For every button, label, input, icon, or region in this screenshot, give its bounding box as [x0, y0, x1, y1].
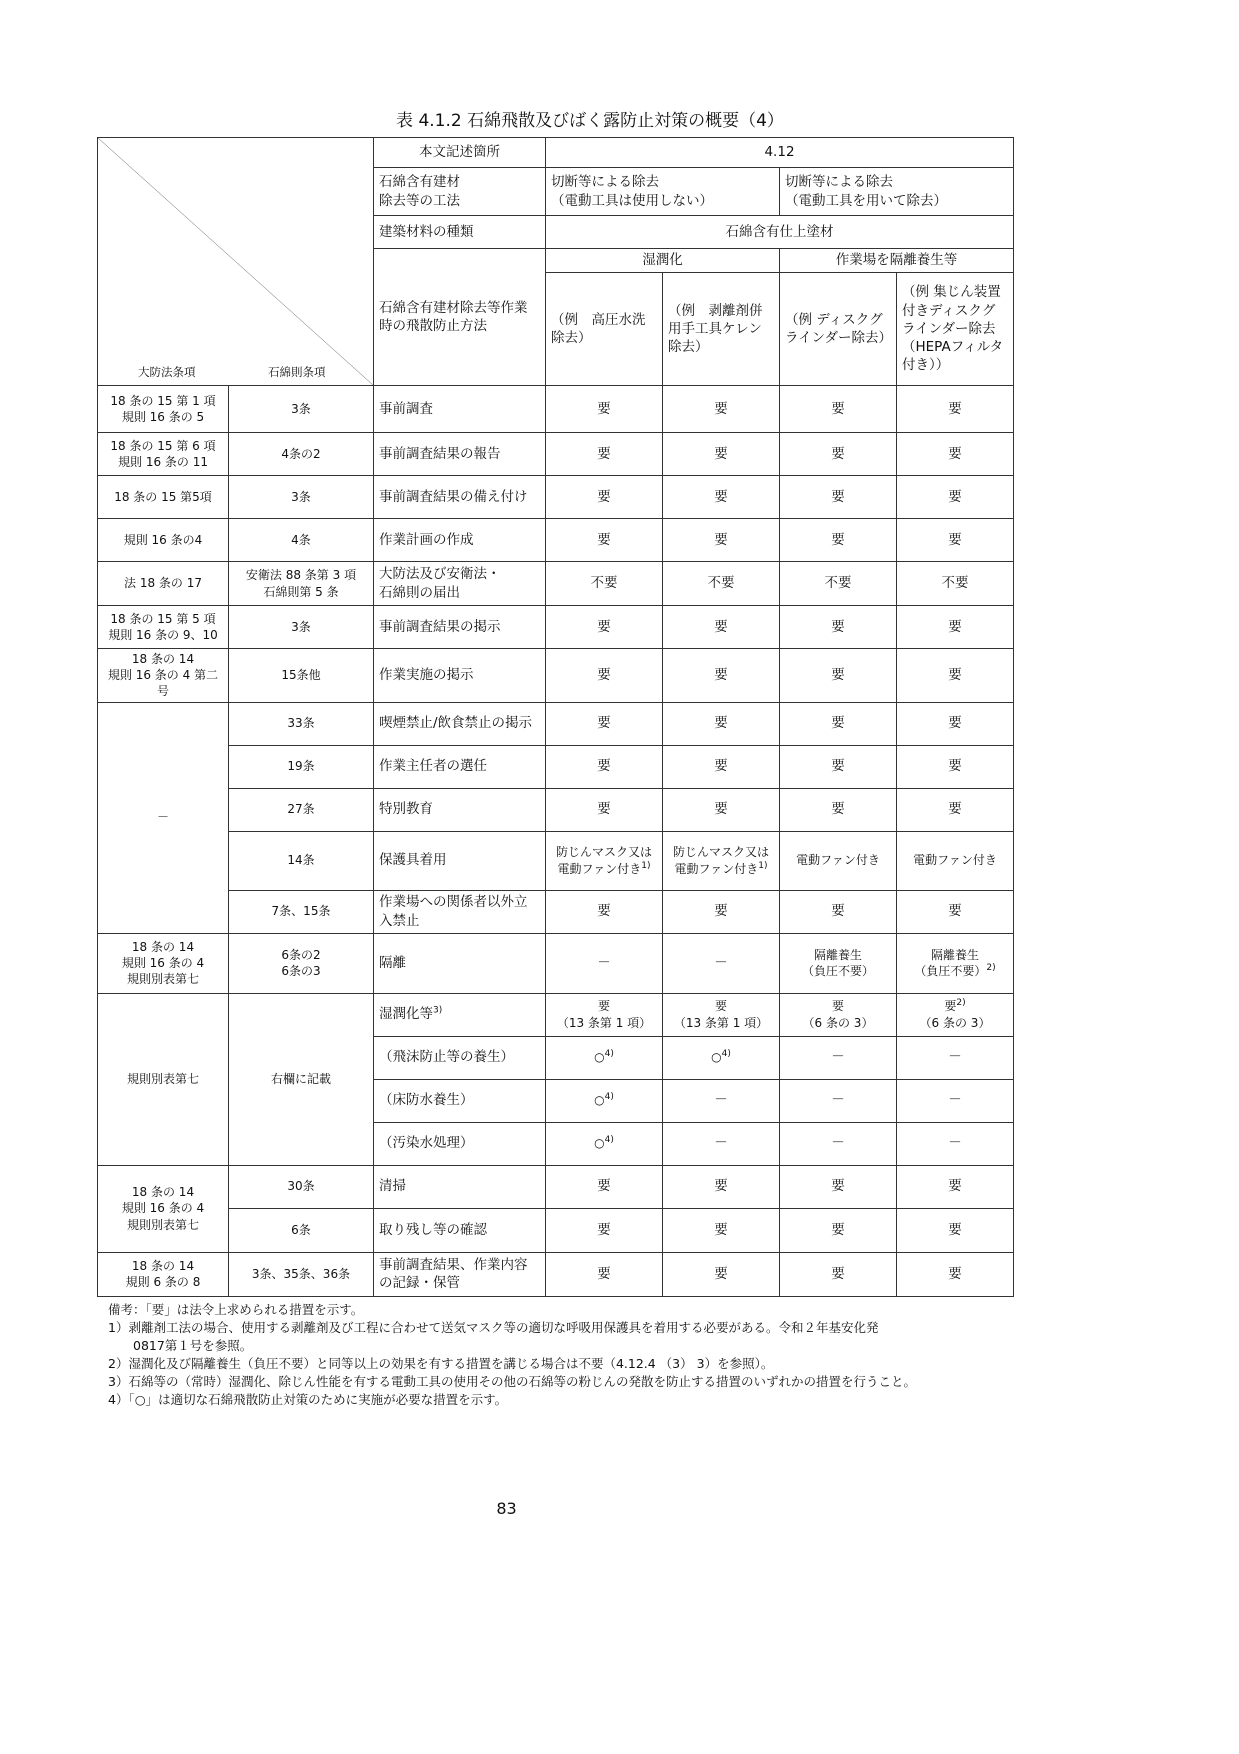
content-column [97, 137, 1013, 1519]
law-clause-cell: 18 条の 14 規則 16 条の 4 第二号 [98, 649, 229, 703]
header-value-section: 4.12 [546, 138, 1014, 168]
method-example-4: （例 集じん装置付きディスクグラインダー除去（HEPAフィルタ付き）） [897, 273, 1014, 386]
requirement-cell [663, 1036, 780, 1079]
requirement-cell: 要 [546, 386, 663, 433]
law-clause-cell: 法 18 条の 17 [98, 562, 229, 606]
header-label-section: 本文記述箇所 [374, 138, 546, 168]
requirement-cell: 電動ファン付き [897, 831, 1014, 890]
requirement-cell: 要 [546, 519, 663, 562]
law-clause-cell: 18 条の 15 第5項 [98, 476, 229, 519]
header-label-prevention: 石綿含有建材除去等作業時の飛散防止方法 [374, 249, 546, 386]
requirement-cell: 電動ファン付き [780, 831, 897, 890]
requirement-cell: 要 [546, 745, 663, 788]
rule-clause-cell: 3条 [229, 386, 374, 433]
cell-text: （6 条の 3） [919, 1015, 991, 1030]
method-example-3: （例 ディスクグラインダー除去） [780, 273, 897, 386]
requirement-cell: － [780, 1079, 897, 1122]
requirement-cell: 要 [663, 1252, 780, 1296]
cell-text: 防じんマスク又は電動ファン付き [672, 845, 769, 876]
footnote-ref: 1) [641, 860, 651, 871]
measure-cell: 事前調査 [374, 386, 546, 433]
footnotes [108, 1301, 1008, 1409]
requirement-cell: 要 [780, 519, 897, 562]
requirement-cell: 要 [897, 519, 1014, 562]
requirement-cell: 要 （6 条の 3） [780, 993, 897, 1036]
law-clause-cell: 18 条の 15 第 1 項 規則 16 条の 5 [98, 386, 229, 433]
requirement-cell: 不要 [780, 562, 897, 606]
requirement-cell: 要 [780, 1252, 897, 1296]
table-row [98, 519, 1014, 562]
requirement-cell: 要 [663, 606, 780, 649]
requirement-cell: 要 [780, 433, 897, 476]
requirement-cell: 要 [897, 788, 1014, 831]
rule-clause-cell: 6条 [229, 1208, 374, 1252]
measure-cell: 事前調査結果の掲示 [374, 606, 546, 649]
rule-clause-cell: 7条、15条 [229, 890, 374, 933]
measure-cell: 取り残し等の確認 [374, 1208, 546, 1252]
requirement-cell: 不要 [663, 562, 780, 606]
requirement-cell: 要 [663, 1208, 780, 1252]
requirement-cell: 要 [897, 433, 1014, 476]
header-label-method: 石綿含有建材 除去等の工法 [374, 168, 546, 216]
law-clause-cell: － [98, 702, 229, 933]
requirement-cell: 要 [780, 649, 897, 703]
requirement-cell: 要 [663, 745, 780, 788]
requirement-cell: － [546, 933, 663, 993]
rule-clause-cell: 3条、35条、36条 [229, 1252, 374, 1296]
rule-clause-cell: 33条 [229, 702, 374, 745]
note-1: 1）剥離剤工法の場合、使用する剥離剤及び工程に合わせて送気マスク等の適切な呼吸用保護具を着用する必要がある。令和２年基安化発 0817第１号を参照。 [108, 1319, 879, 1353]
measure-cell [374, 993, 546, 1036]
requirement-cell: 要 [663, 890, 780, 933]
measure-cell: 特別教育 [374, 788, 546, 831]
requirement-cell: 要 [546, 788, 663, 831]
requirement-cell: 要 [663, 788, 780, 831]
requirement-cell: 要 [546, 1252, 663, 1296]
requirement-cell: 要 [897, 702, 1014, 745]
requirement-cell: 要 [546, 702, 663, 745]
table-row [98, 933, 1014, 993]
requirement-cell [546, 831, 663, 890]
note-remark: 備考：「要」は法令上求められる措置を示す。 [108, 1301, 364, 1317]
footnote-ref: 2) [986, 963, 996, 974]
requirement-cell: 要 [780, 702, 897, 745]
method-example-1: （例 高圧水洗除去） [546, 273, 663, 386]
cell-text: 隔離養生 （負圧不要） [914, 947, 987, 979]
cell-text: ○ [594, 1050, 605, 1065]
rule-clause-cell: 19条 [229, 745, 374, 788]
cell-text: ○ [594, 1136, 605, 1151]
requirement-cell: 要 [780, 606, 897, 649]
footnote-ref: 4) [604, 1092, 614, 1103]
measure-cell: 事前調査結果の備え付け [374, 476, 546, 519]
measure-cell: 大防法及び安衛法・ 石綿則の届出 [374, 562, 546, 606]
law-clause-cell: 規則別表第七 [98, 993, 229, 1165]
corner-label-law: 大防法条項 [138, 365, 196, 379]
requirement-cell [897, 993, 1014, 1036]
measure-cell: 事前調査結果の報告 [374, 433, 546, 476]
requirement-cell: 不要 [546, 562, 663, 606]
requirement-cell: 要 [897, 1165, 1014, 1208]
requirement-cell: 隔離養生 （負圧不要） [780, 933, 897, 993]
rule-clause-cell: 安衛法 88 条第 3 項 石綿則第 5 条 [229, 562, 374, 606]
requirement-cell: 要 [546, 649, 663, 703]
requirement-cell: 要 [780, 890, 897, 933]
page-number: 83 [496, 1498, 517, 1518]
table-row [98, 831, 1014, 890]
requirement-cell: 要 [546, 1165, 663, 1208]
requirement-cell: 要 [663, 386, 780, 433]
rule-clause-cell: 30条 [229, 1165, 374, 1208]
requirement-cell: 要 [897, 1252, 1014, 1296]
cell-text: 湿潤化等 [379, 1006, 433, 1023]
requirement-cell [546, 1036, 663, 1079]
requirement-cell: － [897, 1079, 1014, 1122]
requirement-cell: 要 （13 条第 1 項） [546, 993, 663, 1036]
cell-text: ○ [594, 1093, 605, 1108]
corner-header [98, 138, 374, 386]
header-isolation: 作業場を隔離養生等 [780, 249, 1014, 273]
requirement-cell [663, 831, 780, 890]
requirement-cell: 要 [780, 1208, 897, 1252]
requirement-cell: 要 [780, 745, 897, 788]
header-method-a: 切断等による除去 （電動工具は使用しない） [546, 168, 780, 216]
measure-cell: 作業計画の作成 [374, 519, 546, 562]
requirement-cell: 要 [780, 1165, 897, 1208]
requirement-cell: 要 [546, 606, 663, 649]
table-row [98, 562, 1014, 606]
rule-clause-cell: 14条 [229, 831, 374, 890]
requirement-cell: － [780, 1036, 897, 1079]
requirement-cell: 要 [546, 1208, 663, 1252]
rule-clause-cell: 3条 [229, 476, 374, 519]
footnote-ref: 4) [721, 1049, 731, 1060]
header-label-material: 建築材料の種類 [374, 216, 546, 249]
table-row [98, 702, 1014, 745]
law-clause-cell: 18 条の 15 第 5 項 規則 16 条の 9、10 [98, 606, 229, 649]
table-row [98, 433, 1014, 476]
note-2: 2）湿潤化及び隔離養生（負圧不要）と同等以上の効果を有する措置を講じる場合は不要（4.12.4 （3） 3）を参照）。 [108, 1355, 774, 1371]
requirement-cell: 要 [663, 649, 780, 703]
table-row [98, 1252, 1014, 1296]
requirement-cell: 要 [897, 890, 1014, 933]
requirement-cell: 要 [546, 890, 663, 933]
rule-clause-cell: 27条 [229, 788, 374, 831]
footnote-ref: 1) [758, 860, 768, 871]
measure-cell: 作業場への関係者以外立入禁止 [374, 890, 546, 933]
measure-cell: 喫煙禁止/飲食禁止の掲示 [374, 702, 546, 745]
law-clause-cell: 18 条の 14 規則 6 条の 8 [98, 1252, 229, 1296]
footnote-ref: 3) [433, 1005, 443, 1016]
header-material-value: 石綿含有仕上塗材 [546, 216, 1014, 249]
requirement-cell: － [897, 1036, 1014, 1079]
table-row [98, 476, 1014, 519]
table-row [98, 649, 1014, 703]
cell-text: 要 [944, 999, 957, 1014]
measure-cell: （汚染水処理） [374, 1122, 546, 1165]
requirement-cell: 要 [663, 476, 780, 519]
requirement-cell: 要 [897, 745, 1014, 788]
rule-clause-cell: 4条 [229, 519, 374, 562]
requirement-cell: 不要 [897, 562, 1014, 606]
corner-label-rule: 石綿則条項 [268, 365, 326, 379]
footnote-ref: 4) [604, 1049, 614, 1060]
rule-clause-cell: 右欄に記載 [229, 993, 374, 1165]
measure-cell: 保護具着用 [374, 831, 546, 890]
measure-cell: 作業実施の掲示 [374, 649, 546, 703]
requirement-cell: 要 （13 条第 1 項） [663, 993, 780, 1036]
requirement-cell: 要 [897, 476, 1014, 519]
requirement-cell: 要 [897, 1208, 1014, 1252]
requirement-cell [546, 1122, 663, 1165]
law-clause-cell: 18 条の 14 規則 16 条の 4 規則別表第七 [98, 1165, 229, 1252]
table-title: 表 4.1.2 石綿飛散及びばく露防止対策の概要（4） [396, 111, 784, 131]
table-row [98, 993, 1014, 1036]
requirement-cell: － [663, 1079, 780, 1122]
requirement-cell: 要 [663, 519, 780, 562]
requirement-cell: 要 [780, 476, 897, 519]
footnote-ref: 4) [604, 1135, 614, 1146]
measure-cell: （床防水養生） [374, 1079, 546, 1122]
requirement-cell: 要 [780, 788, 897, 831]
table-row [98, 606, 1014, 649]
measure-cell: 清掃 [374, 1165, 546, 1208]
rule-clause-cell: 6条の2 6条の3 [229, 933, 374, 993]
requirement-cell: － [663, 1122, 780, 1165]
diagonal-line [98, 138, 373, 385]
rule-clause-cell: 4条の2 [229, 433, 374, 476]
asbestos-measures-table [97, 137, 1014, 1297]
requirement-cell: 要 [780, 386, 897, 433]
cell-text: 防じんマスク又は電動ファン付き [555, 845, 652, 876]
note-4: 4）「○」は適切な石綿飛散防止対策のために実施が必要な措置を示す。 [108, 1391, 508, 1407]
requirement-cell [897, 933, 1014, 993]
requirement-cell: － [897, 1122, 1014, 1165]
requirement-cell: 要 [897, 386, 1014, 433]
law-clause-cell: 18 条の 15 第 6 項 規則 16 条の 11 [98, 433, 229, 476]
table-row [98, 1165, 1014, 1208]
measure-cell: 事前調査結果、作業内容の記録・保管 [374, 1252, 546, 1296]
law-clause-cell: 規則 16 条の4 [98, 519, 229, 562]
cell-text: ○ [711, 1050, 722, 1065]
footnote-ref: 2) [956, 998, 966, 1009]
measure-cell: 隔離 [374, 933, 546, 993]
requirement-cell: 要 [663, 702, 780, 745]
requirement-cell: － [780, 1122, 897, 1165]
table-row [98, 788, 1014, 831]
table-row [98, 745, 1014, 788]
note-3: 3）石綿等の（常時）湿潤化、除じん性能を有する電動工具の使用その他の石綿等の粉じんの発散を防止する措置のいずれかの措置を行うこと。 [108, 1373, 916, 1389]
rule-clause-cell: 15条他 [229, 649, 374, 703]
measure-cell: 作業主任者の選任 [374, 745, 546, 788]
law-clause-cell: 18 条の 14 規則 16 条の 4 規則別表第七 [98, 933, 229, 993]
header-method-b: 切断等による除去 （電動工具を用いて除去） [780, 168, 1014, 216]
table-row [98, 386, 1014, 433]
requirement-cell: 要 [546, 433, 663, 476]
requirement-cell: 要 [663, 433, 780, 476]
table-row [98, 1208, 1014, 1252]
rule-clause-cell: 3条 [229, 606, 374, 649]
requirement-cell: 要 [897, 606, 1014, 649]
measure-cell: （飛沫防止等の養生） [374, 1036, 546, 1079]
requirement-cell [546, 1079, 663, 1122]
requirement-cell: － [663, 933, 780, 993]
requirement-cell: 要 [663, 1165, 780, 1208]
method-example-2: （例 剥離剤併用手工具ケレン除去） [663, 273, 780, 386]
table-row [98, 890, 1014, 933]
requirement-cell: 要 [546, 476, 663, 519]
requirement-cell: 要 [897, 649, 1014, 703]
header-wetting: 湿潤化 [546, 249, 780, 273]
